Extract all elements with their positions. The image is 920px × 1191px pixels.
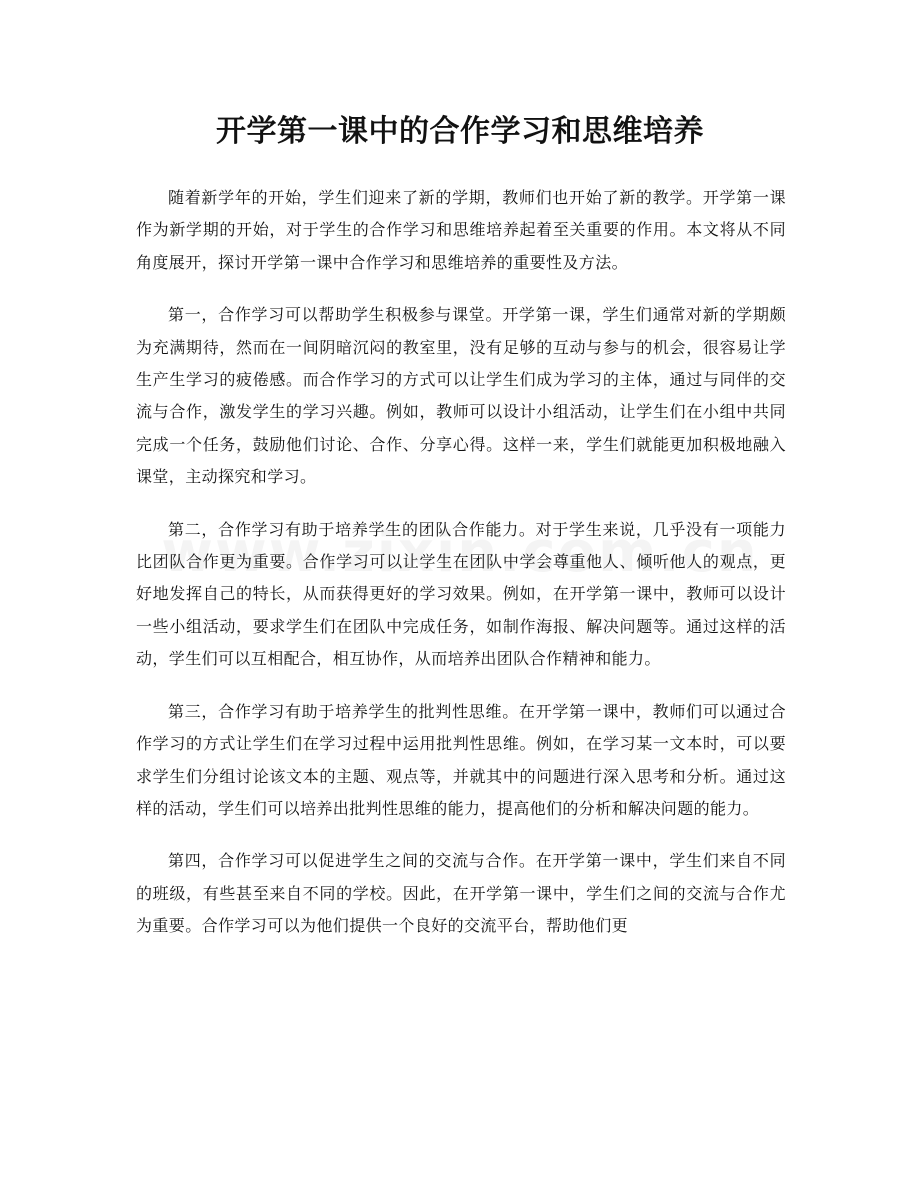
paragraph-3: 第二，合作学习有助于培养学生的团队合作能力。对于学生来说，几乎没有一项能力比团队合作更为重要。合作学习可以让学生在团队中学会尊重他人、倾听他人的观点，更好地发挥自己的特长，从而获得更好的学习效果。例如，在开学第一课中，教师可以设计一些小组活动，要求学生们在团队中完成任务，如制作海报、解决问题等。通过这样的活动，学生们可以互相配合，相互协作，从而培养出团队合作精神和能力。 [136, 519, 786, 669]
paragraph-1: 随着新学年的开始，学生们迎来了新的学期，教师们也开始了新的教学。开学第一课作为新学期的开始，对于学生的合作学习和思维培养起着至关重要的作用。本文将从不同角度展开，探讨开学第一课中合作学习和思维培养的重要性及方法。 [136, 188, 786, 272]
paragraph-5: 第四，合作学习可以促进学生之间的交流与合作。在开学第一课中，学生们来自不同的班级，有些甚至来自不同的学校。因此，在开学第一课中，学生们之间的交流与合作尤为重要。合作学习可以为他们提供一个良好的交流平台，帮助他们更 [136, 851, 786, 936]
paragraph-4: 第三，合作学习有助于培养学生的批判性思维。在开学第一课中，教师们可以通过合作学习的方式让学生们在学习过程中运用批判性思维。例如，在学习某一文本时，可以要求学生们分组讨论该文本的主题、观点等，并就其中的问题进行深入思考和分析。通过这样的活动，学生们可以培养出批判性思维的能力，提高他们的分析和解决问题的能力。 [136, 701, 786, 818]
document-body [136, 182, 786, 963]
page-title: 开学第一课中的合作学习和思维培养 [216, 114, 704, 149]
paragraph-2: 第一，合作学习可以帮助学生积极参与课堂。开学第一课，学生们通常对新的学期颇为充满期待，然而在一间阴暗沉闷的教室里，没有足够的互动与参与的机会，很容易让学生产生学习的疲倦感。而合作学习的方式可以让学生们成为学习的主体，通过与同伴的交流与合作，激发学生的学习兴趣。例如，教师可以设计小组活动，让学生们在小组中共同完成一个任务，鼓励他们讨论、合作、分享心得。这样一来，学生们就能更加积极地融入课堂，主动探究和学习。 [136, 305, 786, 487]
